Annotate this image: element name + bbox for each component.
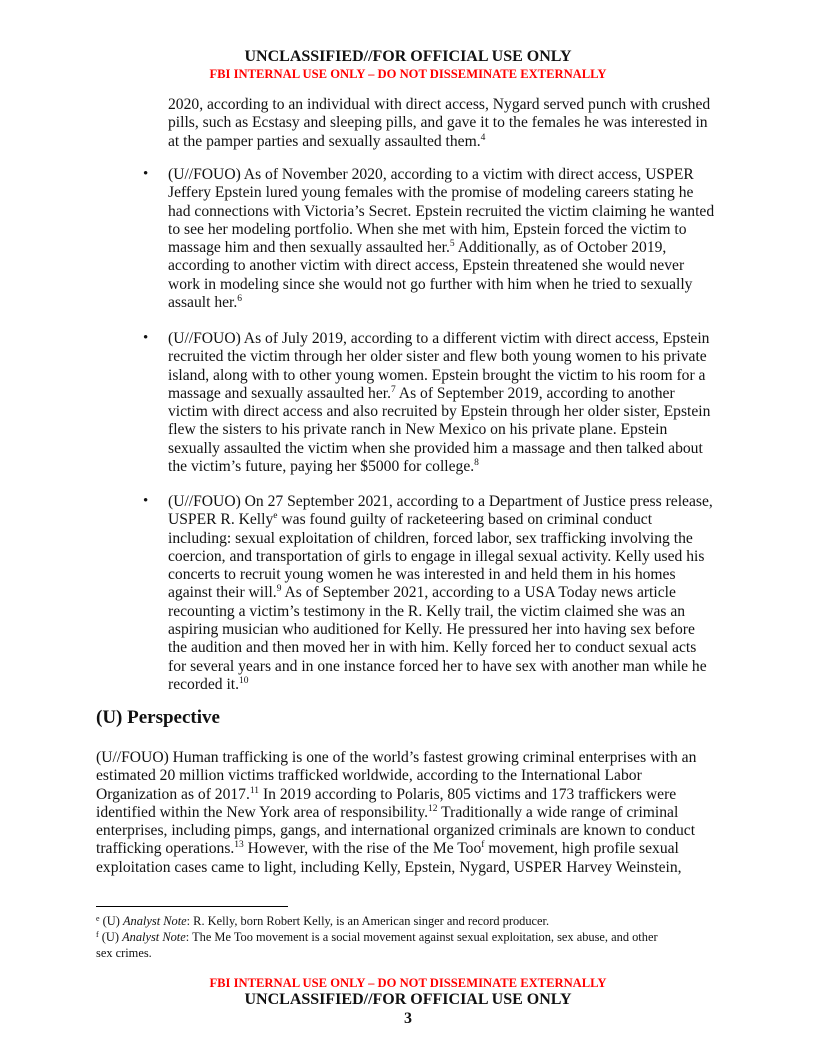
footnote-reference: 4: [480, 132, 486, 143]
footer-classification: UNCLASSIFIED//FOR OFFICIAL USE ONLY: [244, 991, 572, 1008]
bullet-paragraph-epstein-2: [168, 330, 710, 476]
text-run: for several years and in one instance forced her to have sex with another man while he: [168, 657, 707, 675]
footnote-reference: e: [273, 511, 278, 522]
footnote-e: [96, 914, 549, 930]
text-run: (U//FOUO) Human trafficking is one of the world’s fastest growing criminal enterprises with an: [96, 749, 697, 766]
text-run: work in modeling since she would not go further with him when he tried to sexually: [168, 275, 693, 293]
text-run: estimated 20 million victims trafficked worldwide, according to the International Labor: [96, 767, 642, 785]
text-run: against their will.: [168, 584, 277, 602]
text-line: [168, 184, 714, 202]
footnote-mark: f: [96, 930, 99, 939]
bullet-paragraph-kelly: [168, 493, 713, 694]
text-run: Traditionally a wide range of criminal: [437, 803, 679, 821]
text-run: exploitation cases came to light, including Kelly, Epstein, Nygard, USPER Harvey Weinstein,: [96, 858, 682, 876]
text-line: [168, 403, 710, 421]
text-run: enterprises, including pimps, gangs, and international organized criminals are known to conduct: [96, 822, 696, 840]
text-line: [168, 603, 713, 621]
text-line: [96, 767, 696, 785]
text-line: [168, 658, 713, 676]
text-run: including: sexual exploitation of children, forced labor, sex trafficking involving the: [168, 529, 693, 547]
text-run: was found guilty of racketeering based on criminal conduct: [277, 511, 653, 529]
footnote-reference: 9: [276, 584, 282, 595]
footnote-prefix: (U): [99, 914, 123, 928]
text-line: [96, 822, 696, 840]
footnote-text-continued: sex crimes.: [96, 945, 152, 960]
text-line: [168, 221, 714, 239]
text-line: [168, 676, 713, 694]
footnote-divider: [96, 906, 288, 907]
text-run: pills, such as Ecstasy and sleeping pills, and gave it to the females he was interested in: [168, 114, 708, 132]
text-run: identified within the New York area of responsibility.: [96, 803, 429, 821]
text-run: coercion, and transportation of girls to engage in illegal sexual activity. Kelly used his: [168, 547, 705, 565]
text-line: [168, 367, 710, 385]
text-run: victim with direct access and also recruited by Epstein through her older sister, Epstein: [168, 403, 711, 421]
text-run: movement, high profile sexual: [484, 840, 679, 858]
text-line: [168, 385, 710, 403]
text-line: [96, 786, 696, 804]
text-line: [168, 458, 710, 476]
text-run: assault her.: [168, 294, 238, 312]
text-line: [168, 639, 713, 657]
footnote-text: : R. Kelly, born Robert Kelly, is an American singer and record producer.: [186, 914, 550, 928]
footnote-reference: 7: [391, 384, 396, 395]
text-line: [168, 621, 713, 639]
text-line: [168, 421, 710, 439]
text-run: massage and sexually assaulted her.: [168, 384, 392, 402]
footnote-text: : The Me Too movement is a social movement against sexual exploitation, sex abuse, and other: [185, 930, 658, 944]
bullet-icon: •: [143, 493, 149, 509]
text-line: [168, 348, 710, 366]
text-run: (U//FOUO) As of July 2019, according to a different victim with direct access, Epstein: [168, 330, 710, 347]
text-line: [168, 96, 710, 114]
text-line: [168, 166, 714, 184]
header-classification: UNCLASSIFIED//FOR OFFICIAL USE ONLY: [244, 48, 572, 65]
text-line: [168, 133, 710, 151]
footnote-reference: 13: [234, 840, 244, 851]
footnote-label: Analyst Note: [122, 930, 186, 944]
text-run: the victim’s future, paying her $5000 for college.: [168, 458, 475, 476]
footnote-reference: 11: [249, 785, 260, 796]
footnote-prefix: (U): [98, 930, 123, 944]
perspective-paragraph: [96, 749, 696, 877]
text-line: [96, 840, 696, 858]
text-run: according to another victim with direct access, Epstein threatened she would never: [168, 257, 685, 275]
text-line: [168, 203, 714, 221]
footnote-reference: 8: [474, 458, 479, 469]
text-line: [168, 294, 714, 312]
bullet-icon: •: [143, 330, 149, 346]
text-run: aspiring musician who auditioned for Kelly. He pressured her into having sex before: [168, 621, 695, 639]
text-line: [168, 114, 710, 132]
text-line: [168, 276, 714, 294]
text-run: Organization as of 2017.: [96, 785, 250, 803]
text-line: [168, 548, 713, 566]
text-line: [96, 859, 696, 877]
header-caveat: FBI INTERNAL USE ONLY – DO NOT DISSEMINATE EXTERNALLY: [209, 67, 607, 81]
text-run: had connections with Victoria’s Secret. Epstein recruited the victim claiming he wanted: [168, 202, 715, 220]
text-run: 2020, according to an individual with direct access, Nygard served punch with crushed: [168, 96, 711, 113]
text-line: [168, 440, 710, 458]
text-line: [168, 511, 713, 529]
text-run: massage him and then sexually assaulted her.: [168, 239, 450, 257]
footnote-reference: 6: [237, 294, 243, 305]
text-line: [96, 749, 696, 767]
text-run: the audition and then moved her in with him. Kelly forced her to conduct sexual acts: [168, 639, 697, 657]
text-run: sexually assaulted the victim when she provided him a massage and then talked about: [168, 439, 703, 457]
footnote-f: [96, 930, 658, 961]
text-line: [168, 493, 713, 511]
footnote-reference: 5: [449, 239, 455, 250]
text-line: [96, 804, 696, 822]
text-run: (U//FOUO) On 27 September 2021, according to a Department of Justice press release,: [168, 493, 713, 510]
page-number: 3: [404, 1010, 412, 1027]
bullet-icon: •: [143, 166, 149, 182]
text-run: trafficking operations.: [96, 840, 235, 858]
text-run: In 2019 according to Polaris, 805 victims and 173 traffickers were: [259, 785, 677, 803]
text-run: recounting a victim’s testimony in the R. Kelly trail, the victim claimed she was an: [168, 602, 686, 620]
footnote-label: Analyst Note: [122, 914, 187, 928]
text-line: [168, 584, 713, 602]
text-line: [168, 530, 713, 548]
text-run: recruited the victim through her older sister and flew both young women to his private: [168, 348, 707, 366]
text-run: USPER R. Kelly: [168, 511, 274, 529]
text-run: Jeffery Epstein lured young females with the promise of modeling careers stating he: [168, 184, 694, 202]
text-run: at the pamper parties and sexually assaulted them.: [168, 132, 481, 150]
text-run: to see her modeling portfolio. When she met with him, Epstein forced the victim to: [168, 220, 687, 238]
continuation-paragraph: [168, 96, 710, 151]
footnote-mark: e: [96, 914, 100, 923]
text-run: flew the sisters to his private ranch in New Mexico on his private plane. Epstein: [168, 421, 668, 439]
text-run: As of September 2019, according to another: [395, 384, 675, 402]
text-run: (U//FOUO) As of November 2020, according to a victim with direct access, USPER: [168, 166, 694, 183]
text-run: concerts to recruit young women he was interested in and held them in his homes: [168, 566, 676, 584]
text-line: [168, 566, 713, 584]
text-line: [168, 239, 714, 257]
footer-caveat: FBI INTERNAL USE ONLY – DO NOT DISSEMINATE EXTERNALLY: [209, 976, 607, 990]
text-line: [168, 330, 710, 348]
text-run: However, with the rise of the Me Too: [243, 840, 482, 858]
text-run: recorded it.: [168, 675, 240, 693]
footnote-reference: 12: [428, 803, 438, 814]
text-run: Additionally, as of October 2019,: [454, 239, 667, 257]
text-line: [168, 257, 714, 275]
bullet-paragraph-epstein-1: [168, 166, 714, 312]
text-run: island, along with to other young women. Epstein brought the victim to his room for a: [168, 366, 706, 384]
footnote-reference: f: [481, 840, 485, 851]
text-run: As of September 2021, according to a USA Today news article: [281, 584, 676, 602]
footnote-reference: 10: [239, 675, 249, 686]
section-heading: (U) Perspective: [96, 707, 220, 728]
